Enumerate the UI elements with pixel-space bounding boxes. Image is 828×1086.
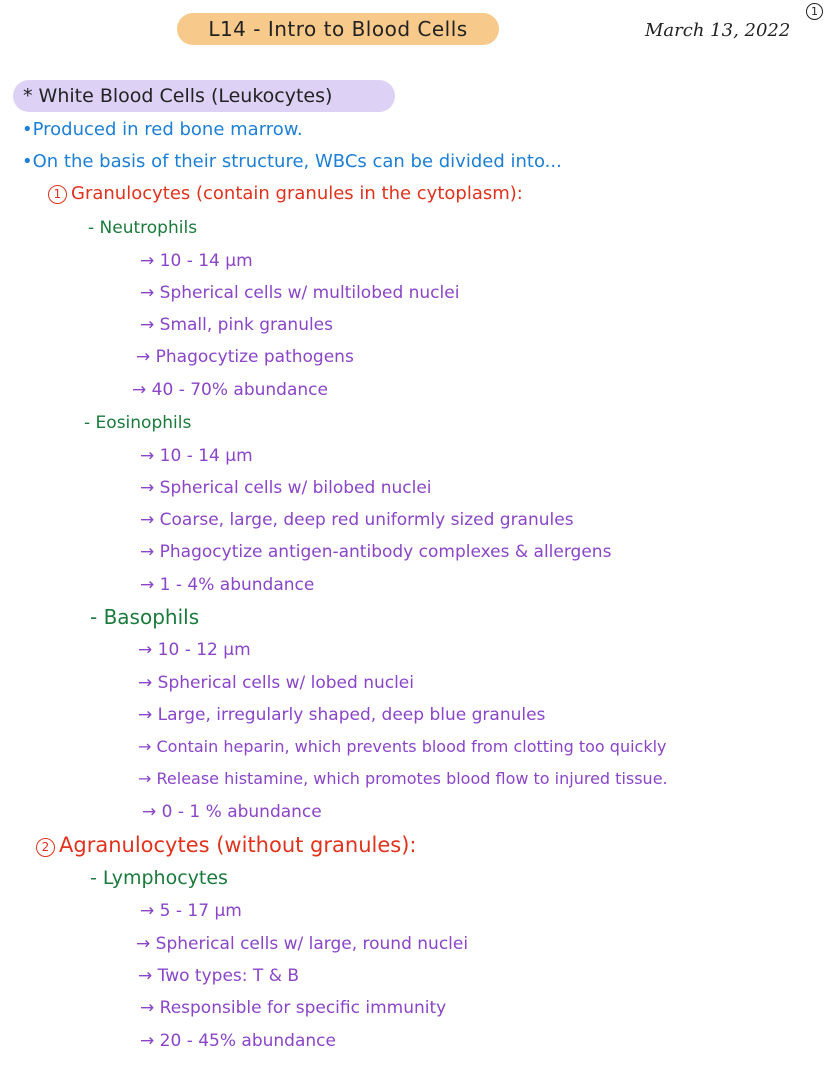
- arrow-icon: →: [138, 966, 153, 986]
- arrow-icon: →: [132, 380, 147, 400]
- section-heading-text: White Blood Cells (Leukocytes): [38, 85, 333, 107]
- number-circle: 1: [48, 185, 67, 204]
- arrow-icon: →: [136, 934, 151, 954]
- number-circle: 2: [36, 838, 55, 857]
- arrow-icon: →: [140, 283, 155, 303]
- list-item: → 5 - 17 μm: [140, 901, 242, 921]
- list-item: → 10 - 12 μm: [138, 640, 251, 660]
- list-item: → Large, irregularly shaped, deep blue granules: [138, 705, 546, 725]
- granulocytes-heading: 1 Granulocytes (contain granules in the cytoplasm):: [48, 183, 523, 204]
- arrow-icon: →: [140, 446, 155, 466]
- basophils-heading: - Basophils: [90, 605, 200, 629]
- arrow-icon: →: [138, 673, 153, 693]
- arrow-icon: →: [140, 542, 155, 562]
- arrow-icon: →: [138, 640, 153, 660]
- arrow-icon: →: [140, 901, 155, 921]
- page-number: 1: [806, 3, 823, 20]
- bullet-item: •On the basis of their structure, WBCs can be divided into...: [22, 151, 562, 172]
- arrow-icon: →: [140, 478, 155, 498]
- list-item: → Spherical cells w/ multilobed nuclei: [140, 283, 460, 303]
- list-item: → Coarse, large, deep red uniformly sized granules: [140, 510, 574, 530]
- arrow-icon: →: [140, 315, 155, 335]
- arrow-icon: →: [140, 1031, 155, 1051]
- arrow-icon: →: [138, 705, 153, 725]
- list-item: → Phagocytize antigen-antibody complexes & allergens: [140, 542, 612, 562]
- list-item: → Spherical cells w/ large, round nuclei: [136, 934, 469, 954]
- list-item: → 10 - 14 μm: [140, 251, 253, 271]
- list-item: → Small, pink granules: [140, 315, 334, 335]
- arrow-icon: →: [136, 347, 151, 367]
- arrow-icon: →: [142, 802, 157, 822]
- list-item: → 20 - 45% abundance: [140, 1031, 336, 1051]
- arrow-icon: →: [138, 737, 152, 756]
- eosinophils-heading: - Eosinophils: [84, 413, 192, 433]
- arrow-icon: →: [138, 769, 152, 788]
- arrow-icon: →: [140, 510, 155, 530]
- list-item: → 10 - 14 μm: [140, 446, 253, 466]
- bullet-item: •Produced in red bone marrow.: [22, 119, 303, 140]
- bullet-dot: •: [22, 119, 33, 140]
- list-item: → Contain heparin, which prevents blood from clotting too quickly: [138, 737, 667, 756]
- lymphocytes-heading: - Lymphocytes: [90, 867, 228, 889]
- agranulocytes-heading: 2 Agranulocytes (without granules):: [36, 833, 416, 857]
- list-item: → Phagocytize pathogens: [136, 347, 354, 367]
- arrow-icon: →: [140, 998, 155, 1018]
- list-item: → 40 - 70% abundance: [132, 380, 328, 400]
- list-item: → 0 - 1 % abundance: [142, 802, 322, 822]
- list-item: → Two types: T & B: [138, 966, 300, 986]
- arrow-icon: →: [140, 575, 155, 595]
- list-item: → Responsible for specific immunity: [140, 998, 447, 1018]
- note-date: March 13, 2022: [645, 20, 791, 41]
- asterisk-marker: *: [23, 85, 33, 107]
- list-item: → Spherical cells w/ bilobed nuclei: [140, 478, 432, 498]
- neutrophils-heading: - Neutrophils: [88, 218, 198, 238]
- section-heading: [13, 80, 395, 112]
- arrow-icon: →: [140, 251, 155, 271]
- page-title: L14 - Intro to Blood Cells: [177, 13, 499, 45]
- list-item: → Release histamine, which promotes blood flow to injured tissue.: [138, 769, 668, 788]
- list-item: → Spherical cells w/ lobed nuclei: [138, 673, 414, 693]
- bullet-dot: •: [22, 151, 33, 172]
- list-item: → 1 - 4% abundance: [140, 575, 315, 595]
